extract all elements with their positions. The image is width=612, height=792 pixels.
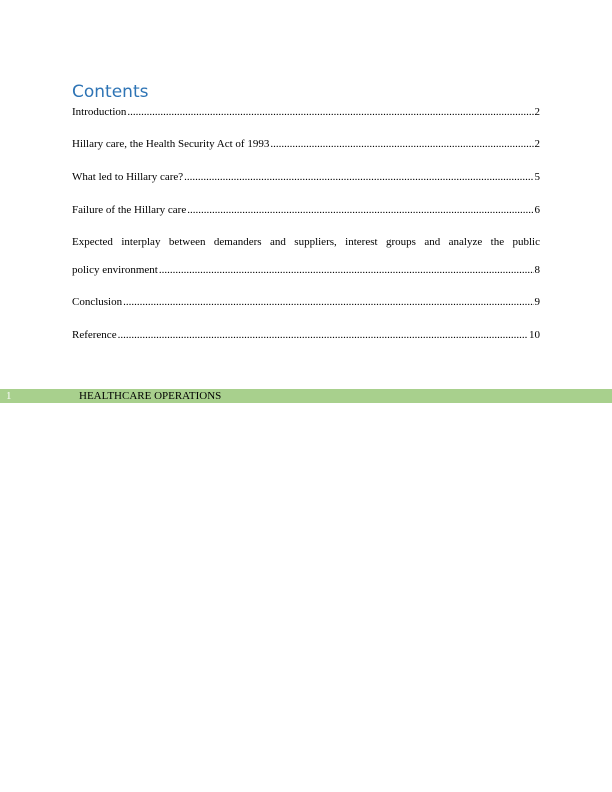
toc-entry-expected-interplay-line1[interactable]: Expected interplay between demanders and suppliers, interest groups and analyze the public	[72, 236, 540, 248]
toc-dot-leader	[184, 170, 533, 184]
toc-entry-page: 2	[534, 138, 540, 150]
toc-entry-expected-interplay[interactable]	[72, 263, 540, 277]
toc-entry-page: 6	[534, 204, 540, 216]
toc-entry-title: Hillary care, the Health Security Act of 1993	[72, 138, 270, 150]
toc-entry-title: Failure of the Hillary care	[72, 204, 187, 216]
toc-entry-failure[interactable]	[72, 203, 540, 217]
toc-entry-page: 2	[534, 106, 540, 118]
toc-entry-title: policy environment	[72, 264, 158, 276]
footer-running-title: HEALTHCARE OPERATIONS	[79, 390, 222, 402]
toc-entry-introduction[interactable]	[72, 105, 540, 119]
toc-dot-leader	[127, 105, 533, 119]
toc-entry-title: Reference	[72, 329, 117, 341]
toc-entry-page: 10	[529, 329, 540, 341]
toc-entry-title: What led to Hillary care?	[72, 171, 184, 183]
toc-entry-title: Introduction	[72, 106, 127, 118]
toc-entry-page: 9	[534, 296, 540, 308]
toc-entry-what-led[interactable]	[72, 170, 540, 184]
toc-dot-leader	[159, 263, 534, 277]
toc-dot-leader	[118, 328, 528, 342]
toc-entry-reference[interactable]	[72, 328, 540, 342]
footer-page-number: 1	[6, 390, 12, 402]
toc-entry-conclusion[interactable]	[72, 295, 540, 309]
toc-dot-leader	[187, 203, 533, 217]
toc-entry-page: 8	[534, 264, 540, 276]
toc-dot-leader	[270, 137, 533, 151]
toc-dot-leader	[123, 295, 533, 309]
toc-heading: Contents	[72, 82, 149, 102]
toc-entry-title: Conclusion	[72, 296, 123, 308]
toc-entry-hillary-care-act[interactable]	[72, 137, 540, 151]
toc-entry-page: 5	[534, 171, 540, 183]
